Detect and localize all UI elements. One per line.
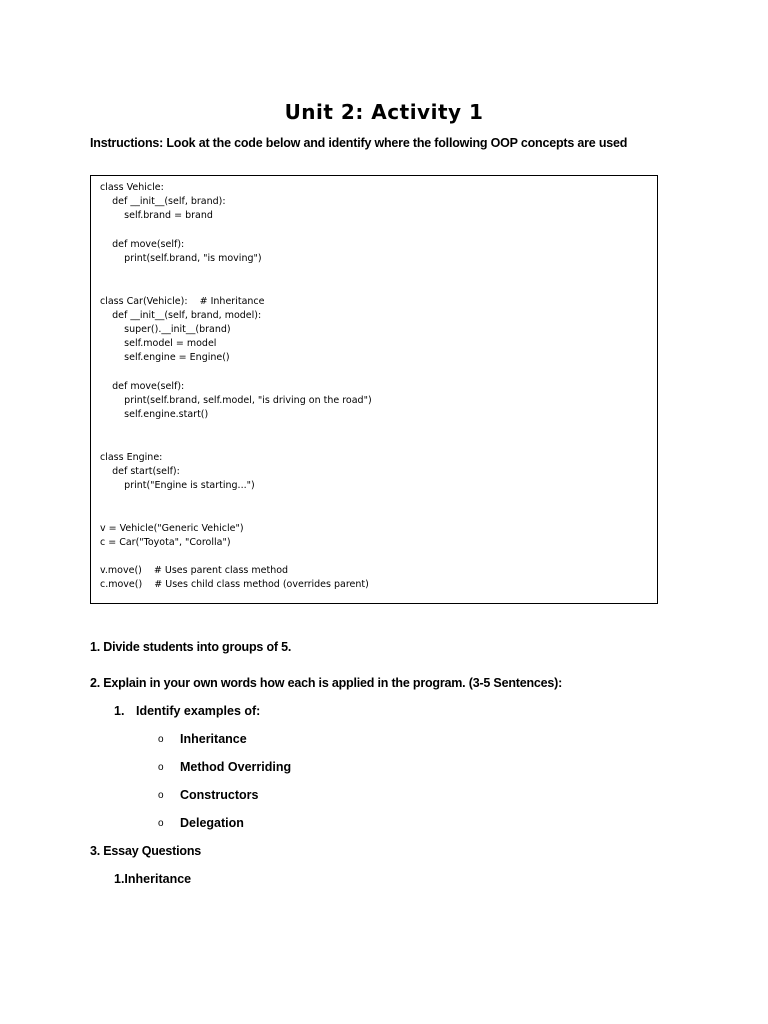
code-line: self.engine = Engine() (100, 352, 230, 364)
code-line: def __init__(self, brand, model): (100, 309, 262, 321)
concept-label: Delegation (180, 816, 244, 830)
bullet-icon: o (158, 818, 164, 829)
code-line (100, 550, 657, 564)
code-line: def start(self): (100, 465, 180, 477)
code-line: v.move() # Uses parent class method (100, 565, 289, 577)
code-line: class Vehicle: (100, 182, 164, 193)
page-title: Unit 2: Activity 1 (284, 100, 484, 124)
code-line: super().__init__(brand) (100, 323, 231, 335)
subitem-number: 1. (114, 704, 125, 718)
concept-item-method-overriding (158, 760, 291, 774)
code-line: print("Engine is starting...") (100, 479, 255, 491)
question-2-subitem (114, 704, 260, 718)
code-line (100, 422, 657, 436)
code-line: print(self.brand, "is moving") (100, 252, 262, 264)
bullet-icon: o (158, 734, 164, 745)
code-line: def __init__(self, brand): (100, 196, 226, 208)
question-1: 1. Divide students into groups of 5. (90, 640, 292, 654)
essay-question-1: 1.Inheritance (114, 872, 192, 886)
code-line (100, 224, 657, 238)
code-line (100, 493, 657, 507)
concept-item-delegation (158, 816, 244, 830)
concept-label: Constructors (180, 788, 259, 802)
concept-label: Method Overriding (180, 760, 292, 774)
code-line (100, 365, 657, 379)
question-3: 3. Essay Questions (90, 844, 202, 858)
code-block (90, 175, 658, 604)
concept-item-constructors (158, 788, 258, 802)
code-line: self.model = model (100, 338, 217, 350)
question-2: 2. Explain in your own words how each is applied in the program. (3-5 Sentences): (90, 676, 563, 690)
code-line: self.brand = brand (100, 210, 213, 222)
code-line: class Car(Vehicle): # Inheritance (100, 295, 265, 307)
code-line (100, 507, 657, 521)
code-line: print(self.brand, self.model, "is driving on the road") (100, 394, 372, 406)
subitem-label: Identify examples of: (136, 704, 261, 718)
code-line (100, 266, 657, 280)
instructions-text: Instructions: Look at the code below and identify where the following OOP concepts are used (90, 136, 628, 150)
code-line (100, 436, 657, 450)
code-line: class Engine: (100, 451, 163, 463)
code-line: self.engine.start() (100, 409, 209, 420)
code-line: c = Car("Toyota", "Corolla") (100, 536, 231, 548)
bullet-icon: o (158, 790, 164, 801)
code-line (100, 280, 657, 294)
code-line: c.move() # Uses child class method (overrides parent) (100, 579, 369, 591)
concept-label: Inheritance (180, 732, 247, 746)
code-line: def move(self): (100, 380, 185, 392)
code-line: v = Vehicle("Generic Vehicle") (100, 522, 244, 534)
bullet-icon: o (158, 762, 164, 773)
concept-item-inheritance (158, 732, 247, 746)
code-line: def move(self): (100, 238, 185, 250)
